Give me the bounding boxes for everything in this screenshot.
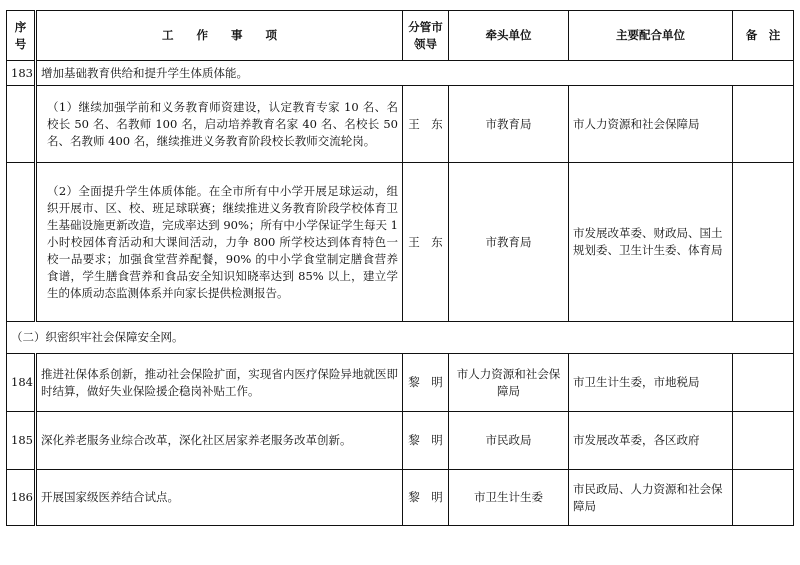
row-lead-unit: 市教育局	[449, 86, 569, 163]
row-leader: 王 东	[403, 86, 449, 163]
row-partners: 市发展改革委、财政局、国土规划委、卫生计生委、体育局	[569, 163, 733, 322]
row-seq	[7, 86, 36, 163]
row-lead-unit: 市人力资源和社会保障局	[449, 354, 569, 412]
row-remark	[733, 412, 794, 470]
row-remark	[733, 163, 794, 322]
row-item: 开展国家级医养结合试点。	[36, 470, 403, 526]
row-seq: 185	[7, 412, 36, 470]
row-remark	[733, 354, 794, 412]
row-lead-unit: 市卫生计生委	[449, 470, 569, 526]
table-row	[7, 354, 794, 412]
table-header-row	[7, 11, 794, 61]
row-leader: 黎 明	[403, 354, 449, 412]
row-remark	[733, 470, 794, 526]
row-item: 增加基础教育供给和提升学生体质体能。	[36, 61, 794, 86]
table-row	[7, 412, 794, 470]
header-lead-unit: 牵头单位	[449, 11, 569, 61]
section-row	[7, 322, 794, 354]
section-title: （二）织密织牢社会保障安全网。	[7, 322, 794, 354]
row-partners: 市人力资源和社会保障局	[569, 86, 733, 163]
row-seq: 184	[7, 354, 36, 412]
table-row	[7, 61, 794, 86]
row-item: 推进社保体系创新，推动社会保险扩面，实现省内医疗保险异地就医即时结算，做好失业保险援企稳岗补贴工作。	[36, 354, 403, 412]
row-seq: 183	[7, 61, 36, 86]
row-partners: 市民政局、人力资源和社会保障局	[569, 470, 733, 526]
row-seq	[7, 163, 36, 322]
row-partners: 市发展改革委，各区政府	[569, 412, 733, 470]
row-item: 深化养老服务业综合改革，深化社区居家养老服务改革创新。	[36, 412, 403, 470]
row-item: （1）继续加强学前和义务教育师资建设，认定教育专家 10 名、名校长 50 名、名教师 100 名，启动培养教育名家 40 名、名校长 50 名、名教师 400 名，继续推进义务教育阶段校长教师交流轮岗。	[36, 86, 403, 163]
header-item: 工 作 事 项	[36, 11, 403, 61]
row-item: （2）全面提升学生体质体能。在全市所有中小学开展足球运动，组织开展市、区、校、班足球联赛；继续推进义务教育阶段学校体育卫生基础设施更新改造，完成率达到 90%；所有中小学保证学生每天 1 小时校园体育活动和大课间活动，力争 800 所学校达到体育特色一校一品要求；加强食堂营养配餐，90% 的中小学食堂制定膳食营养食谱，学生膳食营养和食品安全知识知晓率达到 85% 以上，建立学生的体质动态监测体系并向家长提供检测报告。	[36, 163, 403, 322]
table-row	[7, 470, 794, 526]
row-lead-unit: 市教育局	[449, 163, 569, 322]
header-leader: 分管市领导	[403, 11, 449, 61]
table-row	[7, 163, 794, 322]
header-remark: 备 注	[733, 11, 794, 61]
row-leader: 黎 明	[403, 412, 449, 470]
row-leader: 王 东	[403, 163, 449, 322]
header-partners: 主要配合单位	[569, 11, 733, 61]
row-lead-unit: 市民政局	[449, 412, 569, 470]
header-seq: 序号	[7, 11, 36, 61]
table-row	[7, 86, 794, 163]
row-leader: 黎 明	[403, 470, 449, 526]
work-items-table	[6, 10, 794, 526]
row-remark	[733, 86, 794, 163]
row-partners: 市卫生计生委，市地税局	[569, 354, 733, 412]
row-seq: 186	[7, 470, 36, 526]
